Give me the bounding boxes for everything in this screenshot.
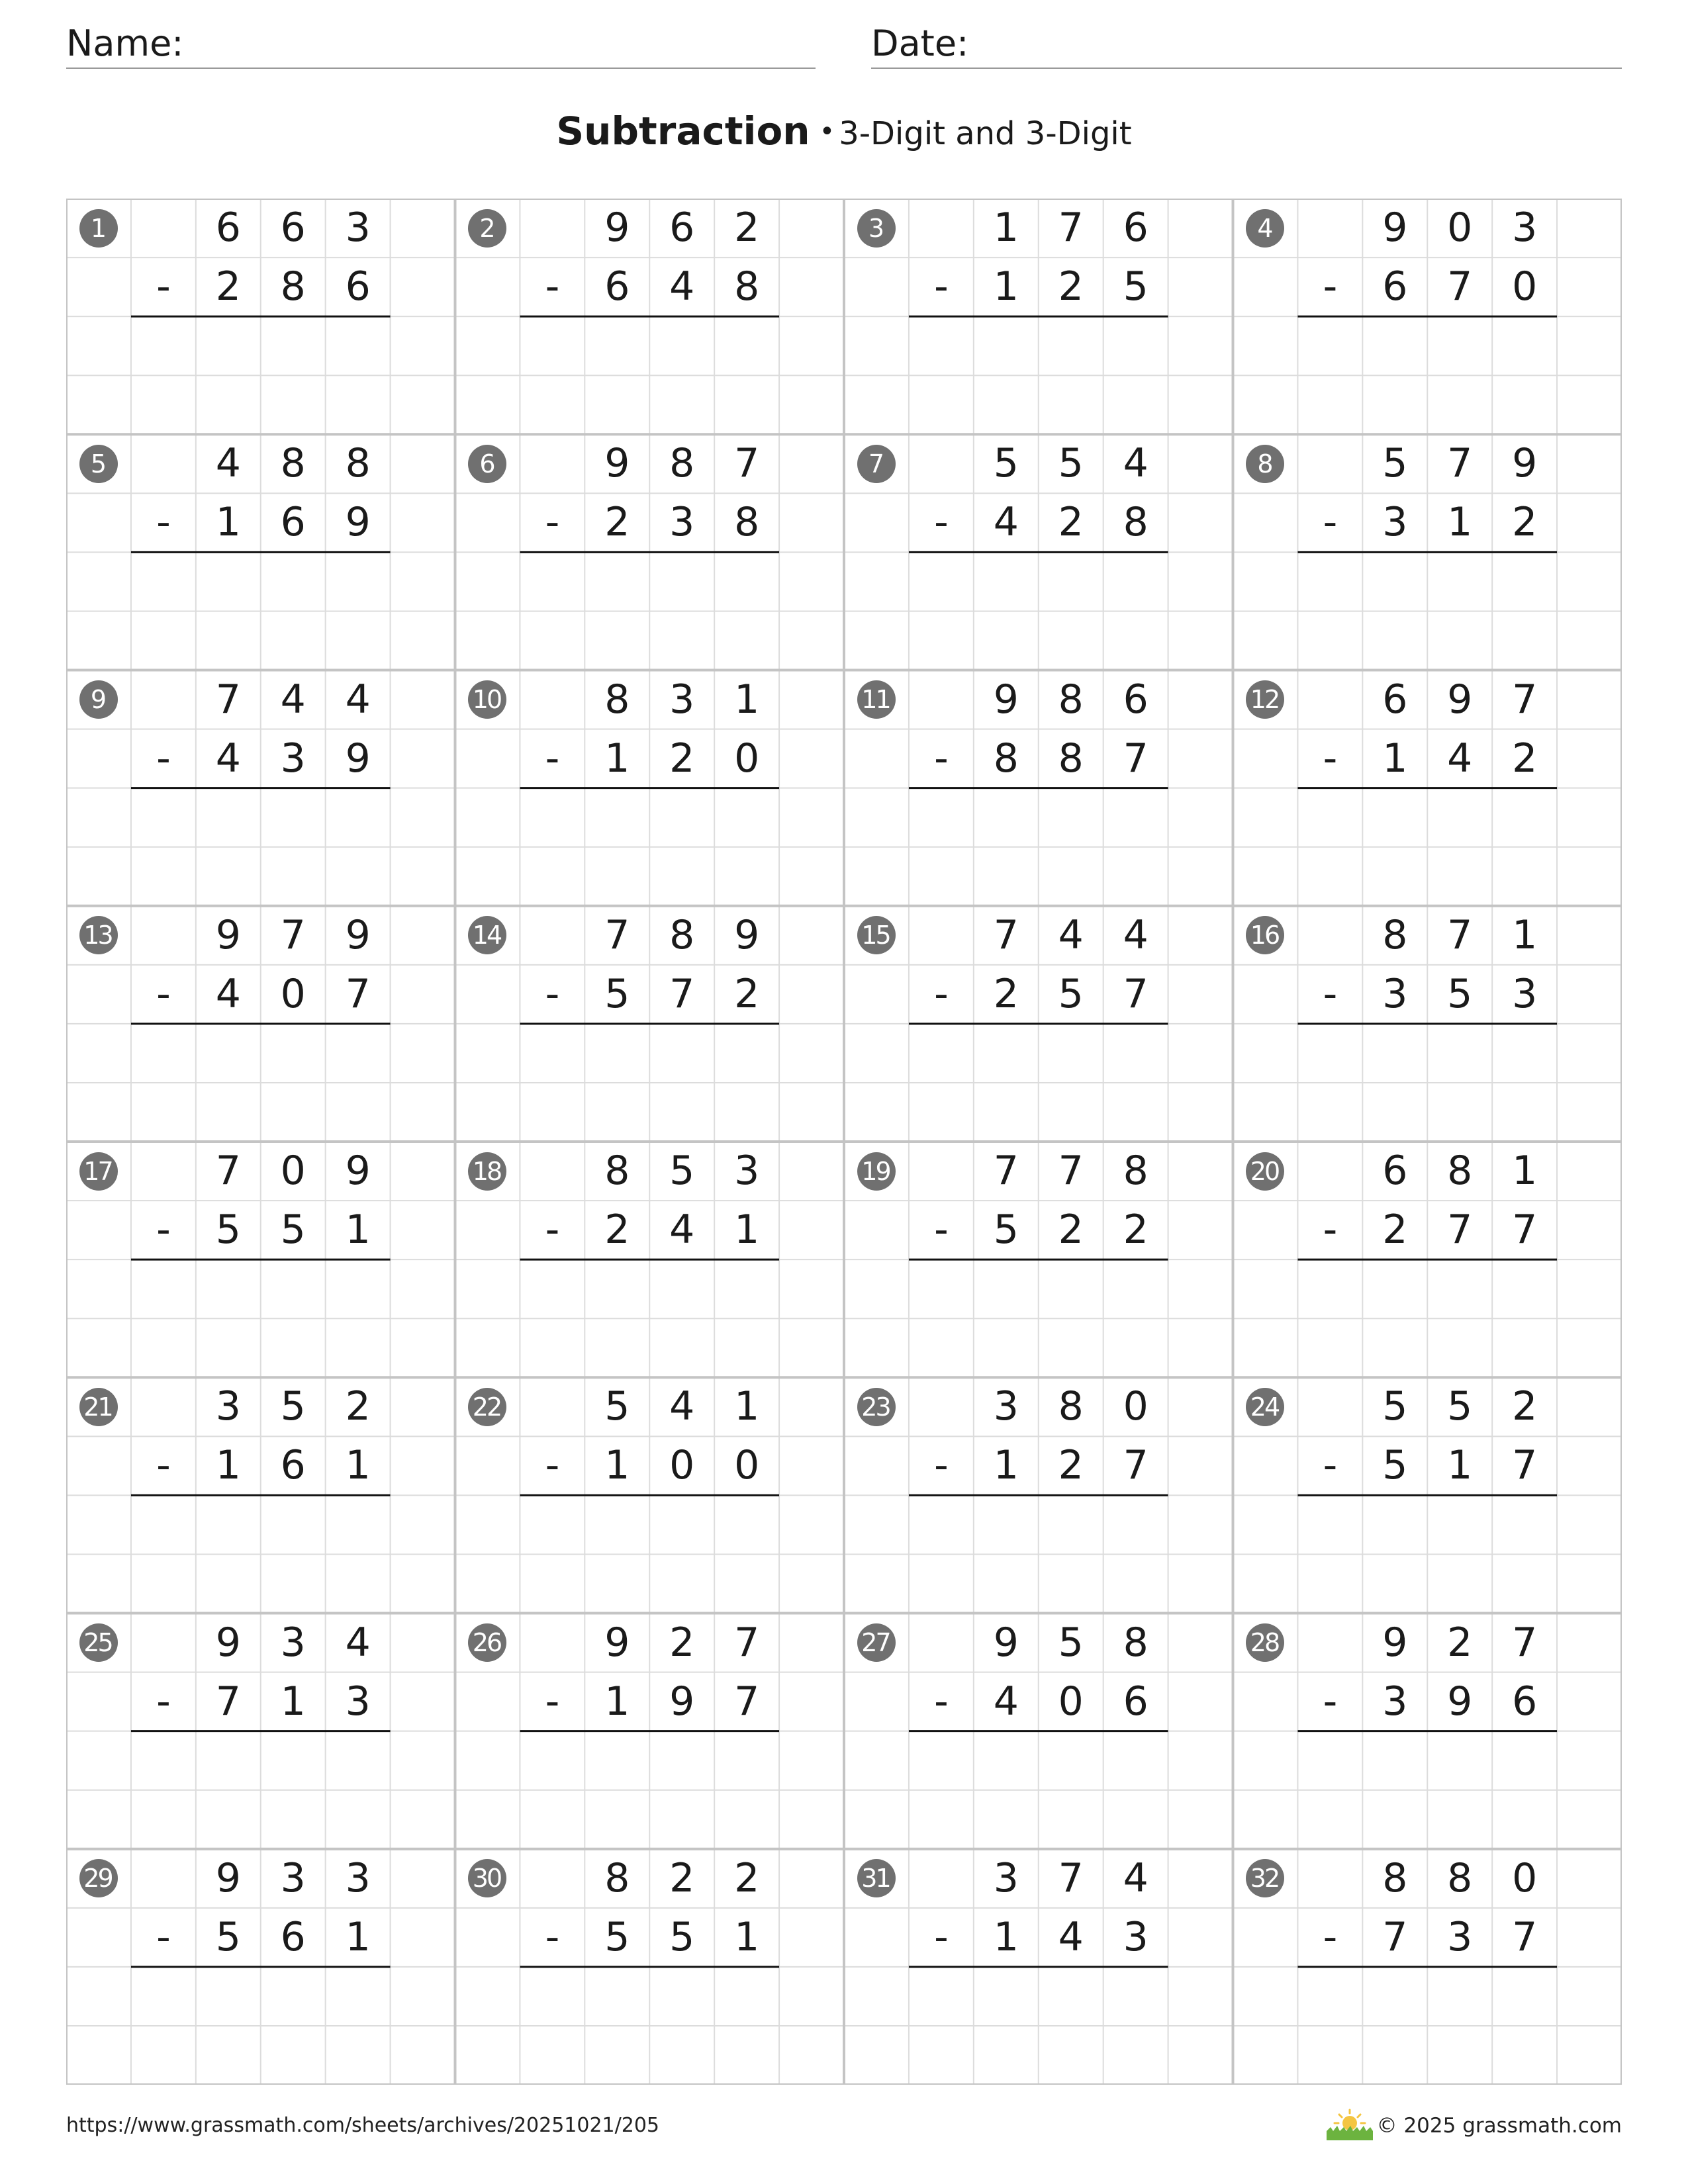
problem-number-badge: 19 xyxy=(857,1152,896,1191)
minuend-digit: 8 xyxy=(1058,676,1084,723)
subtrahend-digit: 5 xyxy=(1123,263,1149,310)
problem-number-badge: 7 xyxy=(857,445,896,483)
subtrahend-digit: 7 xyxy=(1512,1442,1538,1489)
problem-number-badge: 11 xyxy=(857,680,896,719)
minuend-digit: 4 xyxy=(280,676,306,723)
minuend-digit: 8 xyxy=(1058,1383,1084,1430)
minus-sign: - xyxy=(545,1678,560,1725)
subtrahend-digit: 8 xyxy=(993,735,1019,782)
subtrahend-digit: 7 xyxy=(669,970,695,1017)
minus-sign: - xyxy=(545,1206,560,1253)
subtrahend-digit: 8 xyxy=(280,263,306,310)
subtrahend-digit: 5 xyxy=(1447,970,1473,1017)
subtrahend-digit: 5 xyxy=(669,1913,695,1960)
problem-number-badge: 2 xyxy=(468,209,506,248)
minuend-digit: 8 xyxy=(1123,1619,1149,1666)
minuend-digit: 0 xyxy=(1512,1854,1538,1901)
minuend-digit: 6 xyxy=(215,205,241,251)
title-bullet: • xyxy=(819,116,835,147)
minuend-digit: 1 xyxy=(734,676,760,723)
problem-number-badge: 9 xyxy=(79,680,118,719)
subtrahend-digit: 2 xyxy=(1058,499,1084,546)
minuend-digit: 3 xyxy=(993,1383,1019,1430)
subtrahend-digit: 5 xyxy=(604,970,630,1017)
minus-sign: - xyxy=(1323,263,1338,310)
subtrahend-digit: 1 xyxy=(1447,499,1473,546)
minuend-digit: 8 xyxy=(604,1148,630,1194)
title-subtitle: 3-Digit and 3-Digit xyxy=(839,115,1132,152)
minuend-digit: 0 xyxy=(1123,1383,1149,1430)
minuend-digit: 5 xyxy=(1382,1383,1408,1430)
minuend-digit: 1 xyxy=(1512,1148,1538,1194)
minus-sign: - xyxy=(1323,1206,1338,1253)
name-label: Name: xyxy=(66,23,184,64)
subtrahend-digit: 2 xyxy=(215,263,241,310)
subtrahend-digit: 1 xyxy=(734,1206,760,1253)
subtrahend-digit: 2 xyxy=(604,1206,630,1253)
minuend-digit: 9 xyxy=(215,1854,241,1901)
problem-number-badge: 13 xyxy=(79,916,118,954)
subtrahend-digit: 0 xyxy=(734,1442,760,1489)
grass-sun-logo-icon xyxy=(1325,2107,1374,2140)
minus-sign: - xyxy=(156,499,171,546)
minuend-digit: 6 xyxy=(1382,1148,1408,1194)
minus-sign: - xyxy=(934,1913,949,1960)
subtrahend-digit: 6 xyxy=(345,263,371,310)
minuend-digit: 1 xyxy=(734,1383,760,1430)
problem-number-badge: 14 xyxy=(468,916,506,954)
subtrahend-digit: 8 xyxy=(734,499,760,546)
problem-number-badge: 3 xyxy=(857,209,896,248)
minuend-digit: 2 xyxy=(345,1383,371,1430)
minuend-digit: 7 xyxy=(215,676,241,723)
minus-sign: - xyxy=(156,1678,171,1725)
minuend-digit: 8 xyxy=(1447,1148,1473,1194)
minuend-digit: 9 xyxy=(1382,1619,1408,1666)
minuend-digit: 1 xyxy=(993,205,1019,251)
minuend-digit: 7 xyxy=(604,911,630,958)
subtrahend-digit: 6 xyxy=(280,1913,306,1960)
title-main: Subtraction xyxy=(556,109,810,154)
minuend-digit: 9 xyxy=(734,911,760,958)
minuend-digit: 2 xyxy=(669,1854,695,1901)
minuend-digit: 7 xyxy=(993,911,1019,958)
subtrahend-digit: 7 xyxy=(1382,1913,1408,1960)
minuend-digit: 4 xyxy=(215,440,241,487)
name-field[interactable] xyxy=(66,24,816,69)
subtrahend-digit: 2 xyxy=(1058,1442,1084,1489)
worksheet-title xyxy=(0,105,1688,167)
minuend-digit: 7 xyxy=(1058,1148,1084,1194)
subtrahend-digit: 3 xyxy=(1447,1913,1473,1960)
date-label: Date: xyxy=(871,23,969,64)
minuend-digit: 8 xyxy=(604,676,630,723)
problem-number-badge: 10 xyxy=(468,680,506,719)
minus-sign: - xyxy=(934,1678,949,1725)
minus-sign: - xyxy=(934,1206,949,1253)
minuend-digit: 4 xyxy=(1058,911,1084,958)
subtrahend-digit: 2 xyxy=(993,970,1019,1017)
problem-number-badge: 25 xyxy=(79,1623,118,1662)
minuend-digit: 2 xyxy=(669,1619,695,1666)
problem-number-badge: 27 xyxy=(857,1623,896,1662)
minuend-digit: 7 xyxy=(734,1619,760,1666)
subtrahend-digit: 2 xyxy=(1512,735,1538,782)
date-field[interactable] xyxy=(871,24,1622,69)
subtrahend-digit: 7 xyxy=(1447,263,1473,310)
subtrahend-digit: 7 xyxy=(1123,735,1149,782)
minuend-digit: 7 xyxy=(1058,205,1084,251)
subtrahend-digit: 1 xyxy=(993,263,1019,310)
subtrahend-digit: 6 xyxy=(280,499,306,546)
minus-sign: - xyxy=(934,970,949,1017)
minuend-digit: 5 xyxy=(669,1148,695,1194)
minuend-digit: 7 xyxy=(734,440,760,487)
problem-number-badge: 17 xyxy=(79,1152,118,1191)
minuend-digit: 5 xyxy=(1058,1619,1084,1666)
subtrahend-digit: 1 xyxy=(1382,735,1408,782)
subtrahend-digit: 1 xyxy=(604,1678,630,1725)
minuend-digit: 8 xyxy=(1447,1854,1473,1901)
minuend-digit: 9 xyxy=(1447,676,1473,723)
subtrahend-digit: 4 xyxy=(1447,735,1473,782)
minuend-digit: 7 xyxy=(1447,911,1473,958)
minuend-digit: 8 xyxy=(1382,1854,1408,1901)
problem-number-badge: 22 xyxy=(468,1388,506,1426)
minus-sign: - xyxy=(156,735,171,782)
minus-sign: - xyxy=(934,263,949,310)
footer-copyright: © 2025 grassmath.com xyxy=(1376,2114,1622,2138)
subtrahend-digit: 3 xyxy=(280,735,306,782)
problem-number-badge: 29 xyxy=(79,1859,118,1897)
subtrahend-digit: 8 xyxy=(734,263,760,310)
subtrahend-digit: 7 xyxy=(1447,1206,1473,1253)
minuend-digit: 9 xyxy=(1512,440,1538,487)
problem-number-badge: 21 xyxy=(79,1388,118,1426)
minus-sign: - xyxy=(934,499,949,546)
subtrahend-digit: 1 xyxy=(345,1442,371,1489)
subtrahend-digit: 0 xyxy=(280,970,306,1017)
subtrahend-digit: 0 xyxy=(1512,263,1538,310)
minuend-digit: 3 xyxy=(669,676,695,723)
subtrahend-digit: 4 xyxy=(993,499,1019,546)
subtrahend-digit: 6 xyxy=(1512,1678,1538,1725)
minus-sign: - xyxy=(1323,1442,1338,1489)
subtrahend-digit: 5 xyxy=(1058,970,1084,1017)
minuend-digit: 6 xyxy=(669,205,695,251)
subtrahend-digit: 4 xyxy=(669,1206,695,1253)
problem-number-badge: 15 xyxy=(857,916,896,954)
subtrahend-digit: 5 xyxy=(280,1206,306,1253)
subtrahend-digit: 5 xyxy=(215,1913,241,1960)
minuend-digit: 9 xyxy=(604,440,630,487)
subtrahend-digit: 9 xyxy=(345,499,371,546)
subtrahend-digit: 4 xyxy=(215,735,241,782)
problem-number-badge: 28 xyxy=(1246,1623,1284,1662)
subtrahend-digit: 9 xyxy=(669,1678,695,1725)
minus-sign: - xyxy=(545,263,560,310)
minuend-digit: 9 xyxy=(215,1619,241,1666)
minuend-digit: 6 xyxy=(1123,676,1149,723)
subtrahend-digit: 3 xyxy=(1123,1913,1149,1960)
subtrahend-digit: 5 xyxy=(604,1913,630,1960)
minuend-digit: 7 xyxy=(280,911,306,958)
problem-number-badge: 4 xyxy=(1246,209,1284,248)
minuend-digit: 6 xyxy=(280,205,306,251)
subtrahend-digit: 3 xyxy=(345,1678,371,1725)
minus-sign: - xyxy=(934,735,949,782)
subtrahend-digit: 8 xyxy=(1058,735,1084,782)
problem-number-badge: 23 xyxy=(857,1388,896,1426)
minuend-digit: 4 xyxy=(1123,440,1149,487)
minuend-digit: 3 xyxy=(215,1383,241,1430)
subtrahend-digit: 1 xyxy=(280,1678,306,1725)
footer-url[interactable]: https://www.grassmath.com/sheets/archives/20251021/205 xyxy=(66,2114,660,2137)
subtrahend-digit: 7 xyxy=(1512,1913,1538,1960)
minuend-digit: 7 xyxy=(1512,676,1538,723)
minus-sign: - xyxy=(545,970,560,1017)
minuend-digit: 8 xyxy=(1123,1148,1149,1194)
subtrahend-digit: 1 xyxy=(734,1913,760,1960)
minus-sign: - xyxy=(1323,735,1338,782)
subtrahend-digit: 2 xyxy=(1058,1206,1084,1253)
minuend-digit: 7 xyxy=(1058,1854,1084,1901)
problem-number-badge: 31 xyxy=(857,1859,896,1897)
subtrahend-digit: 3 xyxy=(1382,1678,1408,1725)
subtrahend-digit: 2 xyxy=(1512,499,1538,546)
minuend-digit: 2 xyxy=(734,1854,760,1901)
minuend-digit: 7 xyxy=(215,1148,241,1194)
problem-number-badge: 16 xyxy=(1246,916,1284,954)
minus-sign: - xyxy=(1323,1913,1338,1960)
minuend-digit: 7 xyxy=(1447,440,1473,487)
subtrahend-digit: 2 xyxy=(604,499,630,546)
subtrahend-digit: 7 xyxy=(1123,1442,1149,1489)
minuend-digit: 5 xyxy=(1058,440,1084,487)
subtrahend-digit: 5 xyxy=(215,1206,241,1253)
subtrahend-digit: 7 xyxy=(1123,970,1149,1017)
subtrahend-digit: 3 xyxy=(1512,970,1538,1017)
subtrahend-digit: 7 xyxy=(215,1678,241,1725)
subtrahend-digit: 4 xyxy=(215,970,241,1017)
minuend-digit: 4 xyxy=(1123,1854,1149,1901)
minuend-digit: 0 xyxy=(280,1148,306,1194)
subtrahend-digit: 6 xyxy=(280,1442,306,1489)
subtrahend-digit: 4 xyxy=(1058,1913,1084,1960)
subtrahend-digit: 2 xyxy=(1058,263,1084,310)
minuend-digit: 0 xyxy=(1447,205,1473,251)
minuend-digit: 6 xyxy=(1123,205,1149,251)
minuend-digit: 9 xyxy=(993,1619,1019,1666)
subtrahend-digit: 6 xyxy=(1382,263,1408,310)
subtrahend-digit: 7 xyxy=(1512,1206,1538,1253)
subtrahend-digit: 2 xyxy=(734,970,760,1017)
minus-sign: - xyxy=(1323,1678,1338,1725)
subtrahend-digit: 1 xyxy=(215,499,241,546)
subtrahend-digit: 1 xyxy=(993,1913,1019,1960)
minuend-digit: 1 xyxy=(1512,911,1538,958)
subtrahend-digit: 0 xyxy=(1058,1678,1084,1725)
minus-sign: - xyxy=(156,1913,171,1960)
subtrahend-digit: 7 xyxy=(734,1678,760,1725)
subtrahend-digit: 3 xyxy=(1382,970,1408,1017)
subtrahend-digit: 3 xyxy=(1382,499,1408,546)
problem-number-badge: 32 xyxy=(1246,1859,1284,1897)
minuend-digit: 9 xyxy=(993,676,1019,723)
problem-cells xyxy=(66,199,1622,2085)
minus-sign: - xyxy=(1323,499,1338,546)
subtrahend-digit: 6 xyxy=(1123,1678,1149,1725)
minuend-digit: 8 xyxy=(345,440,371,487)
subtrahend-digit: 6 xyxy=(604,263,630,310)
subtrahend-digit: 9 xyxy=(345,735,371,782)
subtrahend-digit: 8 xyxy=(1123,499,1149,546)
minuend-digit: 2 xyxy=(1512,1383,1538,1430)
minuend-digit: 3 xyxy=(1512,205,1538,251)
minuend-digit: 5 xyxy=(1382,440,1408,487)
subtrahend-digit: 7 xyxy=(345,970,371,1017)
subtrahend-digit: 2 xyxy=(1123,1206,1149,1253)
minuend-digit: 9 xyxy=(604,1619,630,1666)
problem-number-badge: 30 xyxy=(468,1859,506,1897)
subtrahend-digit: 9 xyxy=(1447,1678,1473,1725)
worksheet-grid xyxy=(66,199,1622,2085)
minuend-digit: 2 xyxy=(734,205,760,251)
minuend-digit: 3 xyxy=(345,205,371,251)
minuend-digit: 7 xyxy=(993,1148,1019,1194)
subtrahend-digit: 1 xyxy=(1447,1442,1473,1489)
minuend-digit: 8 xyxy=(669,440,695,487)
subtrahend-digit: 1 xyxy=(604,735,630,782)
minuend-digit: 4 xyxy=(345,1619,371,1666)
minus-sign: - xyxy=(545,1913,560,1960)
subtrahend-digit: 0 xyxy=(734,735,760,782)
minuend-digit: 3 xyxy=(993,1854,1019,1901)
minuend-digit: 4 xyxy=(345,676,371,723)
subtrahend-digit: 4 xyxy=(669,263,695,310)
minus-sign: - xyxy=(156,263,171,310)
minuend-digit: 9 xyxy=(345,911,371,958)
minuend-digit: 4 xyxy=(1123,911,1149,958)
minuend-digit: 5 xyxy=(993,440,1019,487)
minuend-digit: 7 xyxy=(1512,1619,1538,1666)
minuend-digit: 9 xyxy=(604,205,630,251)
minus-sign: - xyxy=(545,735,560,782)
minuend-digit: 5 xyxy=(280,1383,306,1430)
subtrahend-digit: 1 xyxy=(604,1442,630,1489)
minuend-digit: 9 xyxy=(1382,205,1408,251)
subtrahend-digit: 2 xyxy=(669,735,695,782)
subtrahend-digit: 1 xyxy=(345,1913,371,1960)
minus-sign: - xyxy=(156,970,171,1017)
subtrahend-digit: 0 xyxy=(669,1442,695,1489)
problem-number-badge: 8 xyxy=(1246,445,1284,483)
minuend-digit: 5 xyxy=(1447,1383,1473,1430)
minuend-digit: 8 xyxy=(1382,911,1408,958)
minus-sign: - xyxy=(545,499,560,546)
minuend-digit: 2 xyxy=(1447,1619,1473,1666)
minus-sign: - xyxy=(545,1442,560,1489)
minus-sign: - xyxy=(1323,970,1338,1017)
subtrahend-digit: 1 xyxy=(215,1442,241,1489)
subtrahend-digit: 1 xyxy=(993,1442,1019,1489)
minuend-digit: 3 xyxy=(280,1854,306,1901)
subtrahend-digit: 4 xyxy=(993,1678,1019,1725)
minuend-digit: 6 xyxy=(1382,676,1408,723)
minuend-digit: 3 xyxy=(734,1148,760,1194)
problem-number-badge: 5 xyxy=(79,445,118,483)
subtrahend-digit: 5 xyxy=(993,1206,1019,1253)
subtrahend-digit: 5 xyxy=(1382,1442,1408,1489)
subtrahend-digit: 2 xyxy=(1382,1206,1408,1253)
problem-number-badge: 12 xyxy=(1246,680,1284,719)
problem-number-badge: 20 xyxy=(1246,1152,1284,1191)
minuend-digit: 8 xyxy=(604,1854,630,1901)
minus-sign: - xyxy=(934,1442,949,1489)
problem-number-badge: 18 xyxy=(468,1152,506,1191)
minuend-digit: 5 xyxy=(604,1383,630,1430)
minuend-digit: 9 xyxy=(345,1148,371,1194)
minuend-digit: 8 xyxy=(669,911,695,958)
problem-number-badge: 24 xyxy=(1246,1388,1284,1426)
problem-number-badge: 6 xyxy=(468,445,506,483)
minuend-digit: 9 xyxy=(215,911,241,958)
minuend-digit: 4 xyxy=(669,1383,695,1430)
problem-number-badge: 26 xyxy=(468,1623,506,1662)
minuend-digit: 8 xyxy=(280,440,306,487)
minus-sign: - xyxy=(156,1442,171,1489)
minuend-digit: 3 xyxy=(345,1854,371,1901)
subtrahend-digit: 1 xyxy=(345,1206,371,1253)
subtrahend-digit: 3 xyxy=(669,499,695,546)
minuend-digit: 3 xyxy=(280,1619,306,1666)
problem-number-badge: 1 xyxy=(79,209,118,248)
minus-sign: - xyxy=(156,1206,171,1253)
